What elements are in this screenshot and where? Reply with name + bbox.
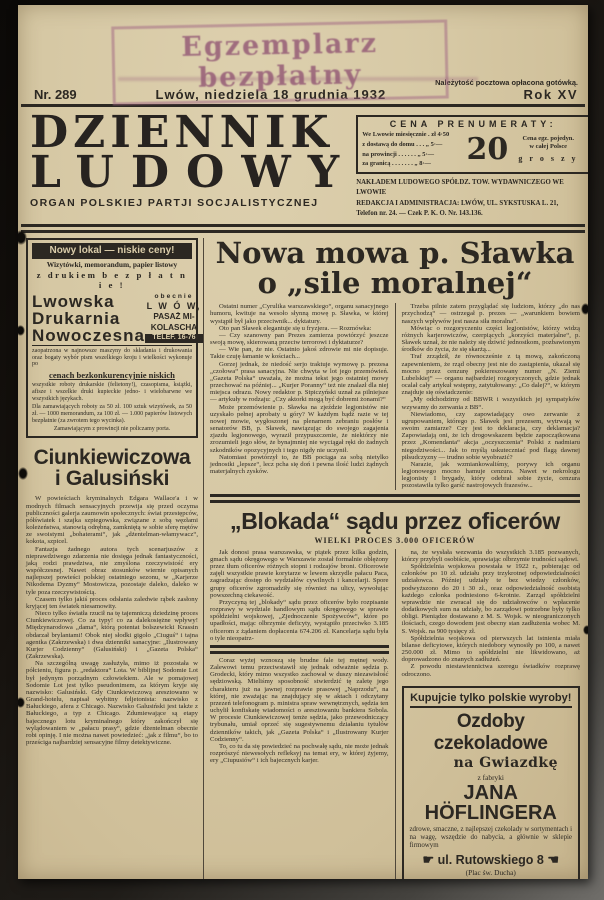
- print-ad-body4: Zamawiającym z prowincji nie policzamy porta.: [53, 426, 171, 433]
- article-paragraph: na, że wysłała wezwania do wszystkich 3.185 pozwanych, którzy przybyli osobiście, sprawiając olbrzymie trudności sądowi.: [401, 548, 580, 563]
- article-paragraph: Czasem tylko jakiś proces odsłania zaledwie rąbek zasłony kryjącej ten światek niesamowity.: [26, 595, 198, 610]
- price-note-line1: Cena egz. pojedyn.: [522, 134, 574, 142]
- print-ad-body3: Dla zamawiających roboty za 50 zł. 100 sztuk wizytówek, za 50 zł. — 1000 memorandum, za 100 zł. — 1.000 papierów listowych bezpłatnie (za zwrotem tego wycinka).: [32, 404, 192, 424]
- article-paragraph: Coraz wyżej wznoszą się brudne fale tej mętnej wody. Zalewowi temu przeciwstawił się jednak odważnie sędzia p. Grodecki, który mimo wszystko zachował w duszy niezawisłość sędziowską. Mieliśmy sposobność stwierdzić tę zaletę jego charakteru już na jawnej rozprawie prasowej „Naprzodu“, na której, nie zważając na znajdujący się w aktach i odczytany przezeń telefonogram p. ministra spraw wewnętrznych, sędzia ten uchylił konfiskatę wiadomości o aresztowaniu bankiera Sobola. W procesie Ciunkiewiczowej tenże sędzia, jako przewodniczący trybunału, umiał oprzeć się sugestywnemu działaniu tytułów dzienników takich, jak „Gazeta Polska“ i „Ilustrowany Kurjer Codzienny“.: [210, 656, 389, 743]
- article-body-ciunkiewiczowa: [26, 495, 198, 746]
- right-column: [204, 238, 580, 879]
- article-paragraph: Gorzej jednak, że niedość serjo traktuje wymowę p. prezesa „czołowa“ prasa sanacyjna. Nie chwyta w lot jego przemówień. „Gazeta Polska“ uważała, że można tekst jego ostatniej mowy przechować na później... „Kurjer Poranny“ też nie znalazł dla niej miejsca odrazu. Nowy redaktor p. Stpiczyński uznał za pilniejsze — artykuły w rodzaju: „Czy aktorki mogą być dobremi żonami?“: [210, 360, 389, 404]
- publisher-line3: Telefon nr. 24. — Czek P. K. O. Nr. 143.136.: [356, 210, 483, 218]
- print-ad-loc-city: L W Ó W,: [146, 301, 202, 312]
- page-content: [18, 233, 588, 879]
- article-paragraph: Trzeba pilnie zatem przyglądać się ludziom, którzy „do nas przychodzą“ — ostrzegał p. prezes — „warunkiem bowiem naszych wpływów jest nasza siła moralna“.: [401, 303, 580, 325]
- price-note-line2: w całej Polsce: [529, 143, 568, 151]
- blokada-col1: [210, 549, 395, 879]
- newspaper-subtitle: ORGAN POLSKIEJ PARTJI SOCJALISTYCZNEJ: [30, 196, 319, 209]
- chocolate-factory-name: JANA HÖFLINGERA: [424, 781, 557, 824]
- paper-hole: [18, 467, 28, 480]
- article-paragraph: Ostatni numer „Cyrulika warszawskiego“, organu sanacyjnego humoru, kwituje na wesoło słynną mowę p. Sławka, w której wystąpił był jako przeciwnik... dyktatury.: [210, 303, 389, 325]
- print-ad-name-line1: Lwowska: [32, 291, 115, 311]
- article-paragraph: Mówiąc o rozgoryczeniu części legjonistów, którzy widzą różnych karjerowiczów, czerpiących „korzyści materjalne“, p. Sławek uznał, że nie należy się dziwić jednostkom, pozbawionym środków do życia, że się skarżą...: [401, 324, 580, 354]
- chocolate-ad: [402, 686, 581, 879]
- continuation-text: [210, 657, 389, 765]
- rate-line: We Lwowie miesięcznie . zł 4·50: [362, 131, 450, 139]
- column-section-rule: [210, 645, 389, 654]
- volume-label: Rok XV: [523, 86, 578, 102]
- article-paragraph: Z powodu niestawiennictwa szeregu świadków rozprawę odroczono.: [401, 663, 580, 678]
- price-unit: g r o s z y: [518, 153, 578, 163]
- article-title-ciunkiewiczowa: [26, 448, 198, 489]
- pointing-hand-right-icon: ☛: [422, 852, 435, 868]
- newspaper-title-line2: LUDOWY: [30, 147, 357, 199]
- subscription-price-box: [356, 115, 588, 173]
- slawek-col1: [210, 303, 395, 489]
- publisher-line1: NAKŁADEM LUDOWEGO SPÓŁDZ. TOW. WYDAWNICZEGO WE LWOWIE: [356, 178, 564, 197]
- article-paragraph: To, co tu da się powiedzieć na pochwałę sądu, nie może jednak rozprószyć niewesołych refleksyj na temat ery, w której żyjemy, ery „Ciupusiów“ i ich bajecznych karjer.: [210, 742, 389, 765]
- article-paragraph: Nieco tylko światła rzucił na tę tajemniczą dziedzinę proces Ciunkiewiczowej. Co za typy! co za dalekosiężne wpływy! Międzynarodowa „dama“, którą potentat bolszewicki Krassin obdarzał brylantami! Obok niej słodki gigolo „Ciuguś“ i tajna agentka (Zakrzewska) i dwa dzienniki sanacyjne: „Ilustrowany Kurjer Codzienny“ (Galusiński) i „Gazeta Polska“ (Zakrzewska).: [26, 610, 198, 661]
- left-column: [26, 238, 203, 879]
- paper-hole: [581, 303, 588, 315]
- print-ad-banner: Nowy lokal — niskie ceny!: [32, 243, 192, 259]
- newspaper-page: [18, 5, 588, 879]
- rate-line: za granicą . . . . . . . „ 8·—: [362, 160, 431, 168]
- blokada-col2: [395, 549, 581, 879]
- free-copy-stamp: Egzemplarz bezpłatny: [111, 19, 449, 105]
- chocolate-ad-body: zdrowe, smaczne, z najlepszej czekolady w sortymentach i na wagę, wszędzie do nabycia, a głównie w sklepie firmowym: [409, 825, 572, 850]
- chocolate-ad-from: z fabryki: [477, 772, 504, 782]
- masthead-title-block: [30, 107, 357, 220]
- chocolate-ad-address: [410, 852, 573, 868]
- rate-line: na prowincji . . . . . . „ 5·—: [362, 150, 435, 158]
- article-paragraph: Może przemówienie p. Sławka na zjeździe legjonistów nie uzyskało pełnej aprobaty u góry? W każdym bądź razie w tej nowej mowie, wygłoszonej na plenarnem zebraniu posłów i senatorów BB, p. Sławek, nawiązując do swojego zagajenia zjazdu legjonowego, wyraził przypuszczenie, że niektórzy nie zrozumieli jego słów, że bynajmniej nie wyciągał ręki do żadnych szkodników opozycyjnych i tego nigdy nie uczynił.: [210, 403, 389, 454]
- headline-blokada: „Blokada“ sądu przez oficerów: [230, 507, 560, 534]
- headline-slawek-line2: o „sile moralnej“: [257, 265, 533, 300]
- chocolate-ad-occasion: na Gwiazdkę: [453, 754, 558, 771]
- pointing-hand-left-icon: ☚: [547, 852, 560, 868]
- article-title-line1: Ciunkiewiczowa: [33, 446, 191, 470]
- price-box-heading: CENA PRENUMERATY:: [389, 119, 557, 130]
- print-ad-name-line3: Nowoczesna: [32, 325, 145, 345]
- print-ad-loc-passage2: KOLASCHA: [150, 322, 198, 332]
- chocolate-ad-slogan: Kupujcie tylko polskie wyroby!: [410, 692, 573, 708]
- header-right: [435, 79, 578, 102]
- print-ad-loc-passage1: PASAŻ MI-: [153, 312, 195, 322]
- printing-house-ad: [26, 238, 202, 438]
- blokada-col2-text: [402, 549, 581, 678]
- article-paragraph: Spółdzielnia wojskowa od pierwszych lat istnienia miała bilanse deficytowe, których niedobory wynosiły po 100, a nawet 250.000 zł. Mimo to spółdzielni nie likwidowano, aż doprowadzono do znanych zadłużeń.: [401, 634, 580, 664]
- article-paragraph: Na szczególną uwagę zasłużyła, mimo iż pozostała w półcieniu, figura p. „redaktora“ Lota. W biblijnej Sodomie Lot był jedynym porządnym człowiekiem. Ale w pomajowej Sodomie Lot jest tylko pseudonimem, za którym kryje się nazwisko: Galusiński. Gdy Ciunkiewiczową aresztowano w Grand-hotelu, napisał wybitny feljetonista: nazwisko z Bałuckiego, afera z Chicago. Nazwisko Galusiński jest także z Bałuckiego, a typ z Chicago. Zdumiewające są etapy bajecznego lotu kryminalnego który zakończył się wylądowaniem w „pałacu prasy“, gdzie dżentelman obecnie robi opinję. I nie można nawet powiedzieć: „jak z filmu“, bo to prześciga najbardziej sensacyjne filmy detektywiczne.: [26, 660, 198, 747]
- article-paragraph: Przyczyną tej „blokady“ sądu przez oficerów było rozpisanie rozprawy w wydziale handlowym sądu okręgowego w sprawie spółdzielni wojskowej, „Zjednoczenie Spożywców“, które po upadłości, mając olbrzymie deficyty, wystąpiło przeciwko 3.185 oficerom z żądaniem dopłacenia 674.206 zł. Kancelarja sądu była o tyle nieopatrz-: [210, 598, 389, 642]
- blokada-columns: [210, 549, 580, 879]
- print-ad-body1: zaopatrzona w najnowsze maszyny do składania i drukowania oraz bogaty wybór pism wszelkiego kroju i wielkości wykonuje po: [32, 347, 192, 368]
- dateline: Lwów, niedziela 18 grudnia 1932: [155, 87, 387, 103]
- article-paragraph: Jak donosi prasa warszawska, w piątek przez kilka godzin, gmach sądu okręgowego w Warszawie został formalnie oblężony przez tłum oficerów różnych stopni i rodzajów broni. Oficerowie zajęli wszystkie prawie korytarze w lewem skrzydle pałacu Paca, zagradzając dostęp do wydziałów cywilnych i kancelarji. Spore grupy oficerów zgromadziły się również na ulicy, wywołując powszechną ciekawość.: [210, 548, 389, 599]
- single-copy-price: 20: [466, 131, 509, 167]
- print-ad-phone: TELEF. 16-76: [145, 334, 203, 343]
- stamp-smudge: [118, 77, 478, 81]
- print-ad-slogan: cenach bezkonkurencyjnie niskich: [49, 370, 175, 381]
- subhead-blokada: WIELKI PROCES 3.000 OFICERÓW: [314, 535, 476, 545]
- masthead-right-block: [356, 113, 588, 220]
- print-ad-name-line2: Drukarnia: [32, 308, 121, 328]
- subscription-rates: [362, 130, 462, 168]
- article-title-line2: i Galusiński: [54, 466, 170, 490]
- printing-house-name: [32, 293, 145, 344]
- print-ad-subline1: Wizytówki, memorandum, papier listowy: [46, 260, 178, 270]
- print-ad-location: [145, 293, 203, 344]
- headline-slawek-line1: Nowa mowa p. Sławka: [215, 236, 575, 271]
- article-paragraph: Narazie, jak wzmiankowaliśmy, porywy ich organu legjonowego mocno hamuje cenzura. Nawet w nekrologu legjonisty I brygady, który odebrał sobie życie, cenzura pozostawiła tylko garść nastrojowych frazesów...: [401, 460, 580, 490]
- article-paragraph: Natomiast powtórzył to, że BB pociąga za sobą nietylko jednostki „lepsze“, lecz pcha się doń i pewna ilość ludzi żądnych materjalnych zysków.: [210, 453, 389, 476]
- chocolate-ad-product: Ozdoby czekoladowe: [433, 710, 548, 754]
- masthead: [18, 107, 588, 222]
- print-ad-name-row: [32, 291, 202, 346]
- postal-note: Należytość pocztowa opłacona gotówką.: [435, 78, 578, 87]
- article-paragraph: Fantazja żadnego autora tych scenarjuszów z nieprawdziwego zdarzenia nie dosięga jednak fantastyczności, jaką rodzi prawdziwa, nie zmyślona rzeczywistość ery współczesnej. Nawet obraz stosunków wiernie opisanych najlepszej powieści polskiej ostatniego sezonu, w „Karjerze Nikodema Dyzmy“ Mostowicza, pozostaje daleko, daleko w tyle poza rzeczywistością.: [26, 545, 198, 596]
- article-paragraph: Oto pan Sławek elegantuje się u fryzjera. — Rozmówka:: [219, 324, 372, 332]
- chocolate-ad-street: ul. Rutowskiego 8: [437, 853, 544, 868]
- print-ad-loc-now: obecnie: [154, 292, 194, 300]
- article-paragraph: Spółdzielnia wojskowa powstała w 1922 r., pobierając od członków po 10 zł. udziału przy trzykrotnej odpowiedzialności udziałowca. Później udziały te bez wiedzy członków, podwyższono do 20 i 30 zł., oraz odpowiedzialność osobistą każdego członka podniesiono 6-krotnie. Zarząd spółdzielni wprawdzie nie zwracał się do udziałowców o wpłacenie dodatkowych sum na udziały, bo zarządowi potrzebne były tylko obligi. Pieniądze dostawano z M. S. Wojsk. w nieograniczonych ilościach, czego dowodem jest obecny stan zadłużenia wobec M. S. Wojsk. na 900 tysięcy zł.: [401, 562, 580, 635]
- headline-slawek: [210, 236, 580, 300]
- rate-line: z dostawą do domu . . . „ 5·—: [362, 141, 443, 149]
- print-ad-subline2: z drukiem b e z p ł a t n i e !: [36, 269, 188, 291]
- article-paragraph: Niewiadomo, czy zapowiadający owo zerwanie z ugrupowaniem, którego p. Sławek jest prezesem, wytrwają w swoim zamiarze? Czy jest to deklaracja, czy deklamacja? Zapowiadają oni, że ich drogowskazem będzie zapoczątkowana przez „Komendanta“ akcja „oczyszczenia“ Polski z nadmiaru niegodziwości... Jak to myślą uskuteczniać pod flagą dawnej piłsudczyzny — trudno sobie wyobrazić?: [401, 410, 580, 461]
- chocolate-ad-square: (Plac św. Ducha): [465, 868, 516, 878]
- article-paragraph: — Czy szanowny pan Prezes zamierza powtórzyć jeszcze swoją mowę, skierowaną przeciw terrorowi i dyktaturze?: [210, 331, 389, 347]
- price-note: [512, 135, 584, 165]
- newspaper-title-line1: DZIENNIK: [30, 107, 334, 159]
- article-paragraph: — Wie pan, że nie. Ostatnio jakoś zdrowie mi nie dopisuje. Takie czuję łamanie w kościach...: [210, 346, 389, 361]
- slawek-columns: [210, 303, 580, 489]
- slawek-col2: [395, 303, 581, 489]
- article-paragraph: Traf zrządził, że równocześnie z tą mową, zakończoną zapewnieniem, że rząd obecny jest nie do zastąpienia, ukazał się mocno przez cenzurę pokiereszowany numer „N. Ziemi Lubelskiej“ — organu najbardziej rozgoryczonych, gdzie jednak ocalał cały artykuł wstępny, zatytułowany: „Co dalej?“, w którym znajduje się oświadczenie:: [401, 353, 580, 397]
- publisher-line2: REDAKCJA I ADMINISTRACJA: LWÓW, UL. SYKSTUSKA L. 21,: [356, 199, 559, 207]
- issue-number: Nr. 289: [34, 87, 77, 103]
- masthead-rule: [21, 224, 585, 233]
- section-rule: [210, 494, 580, 503]
- article-paragraph: W powieściach kryminalnych Edgara Wallace'a i w modnych filmach sensacyjnych przewija się przed oczyma publiczności galerja zaumowin społecznych: świat przestępców, półświatek i szajka szpiegowska, związane z sobą węzłami koleżeństwa, stanowią odrębną, zamkniętą w sobie sferę mętów ze swoistymi „bohaterami“, jak „dżentelman-włamywacz“, kokota, szpicel.: [26, 495, 198, 546]
- paper-hole: [583, 625, 588, 635]
- price-row: [362, 130, 584, 168]
- publisher-info: [356, 178, 588, 220]
- article-paragraph: „My odchodzimy od BBWR i wszystkich jej sympatyków wzywamy do zerwania z BB“.: [401, 396, 580, 411]
- print-ad-body2: wszystkie roboty drukarskie (felietony!), czasopisma, książki, afisze i wszelkie druki kupieckie jedno- i wielobarwne we wszystkich językach.: [32, 382, 192, 402]
- blokada-col1-text: [210, 549, 389, 642]
